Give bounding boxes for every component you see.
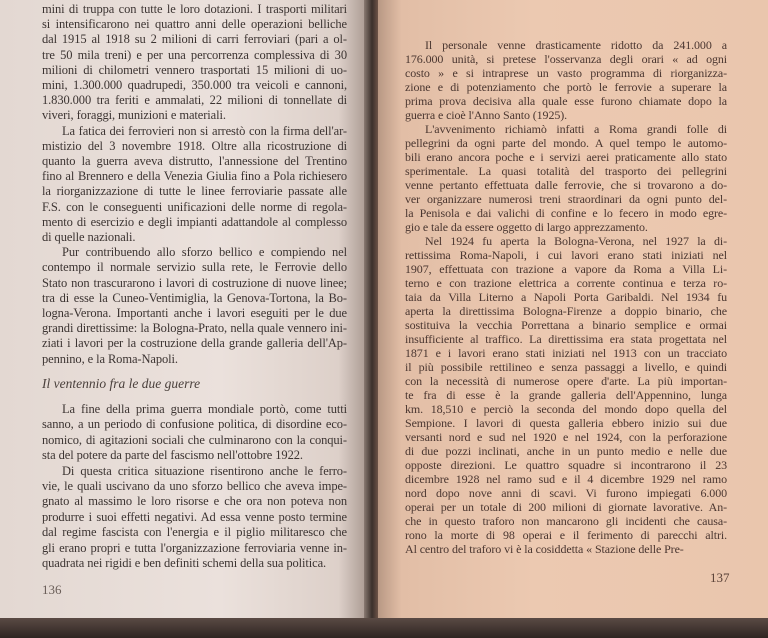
text-line: contempo il normale servizio sulla rete, le Ferrovie dello <box>42 260 347 275</box>
text-line: L'avvenimento richiamò infatti a Roma grandi folle di <box>425 122 727 136</box>
text-line: tre 50 mila treni) e per una percorrenza complessiva di 30 <box>42 47 347 62</box>
text-line: logna-Verona. Importanti anche i lavori eseguiti per le due <box>42 306 347 320</box>
text-line: il più possibile rettilineo e senza passaggi a livello, e quindi <box>405 360 727 374</box>
text-line: sanno, a un periodo di confusione politica, di disordine eco- <box>42 417 347 432</box>
text-line: rettissima Roma-Napoli, i cui lavori erano stati iniziati nel <box>405 248 727 262</box>
text-line: che in questo traforo non mancarono gli incidenti che causa- <box>405 514 727 528</box>
text-line: sperimentale. La quasi totalità del trasporto dei pellegrini <box>405 164 727 178</box>
text-line: opposte direzioni. Le quattro squadre si incontrarono il 23 <box>405 458 727 472</box>
text-line: nomico, di agitazioni sociali che culminarono con la conqui- <box>42 432 347 447</box>
text-line: costo » e si intraprese un vasto programma di riorganizza- <box>405 66 727 80</box>
text-line: vie, le quali uscivano da uno sforzo bellico che aveva impe- <box>42 479 347 493</box>
right-page <box>378 0 768 622</box>
text-line: Sempione. I lavori di questa galleria ebbero inizio sui due <box>405 416 727 430</box>
text-line: di quelle nazionali. <box>42 230 136 244</box>
text-line: zione e di potenziamento che portò le ferrovie a superare la <box>405 80 727 94</box>
text-line: venne pertanto effettuata dalle ferrovie, che si trovarono a do- <box>405 178 727 192</box>
text-line: tra di esse la Cuneo-Ventimiglia, la Genova-Tortona, la Bo- <box>42 290 347 305</box>
text-line: 1907, effettuata con trazione a vapore da Roma a Villa Li- <box>405 262 727 276</box>
text-line: pennino, e la Roma-Napoli. <box>42 351 178 366</box>
text-line: La fatica dei ferrovieri non si arrestò con la firma dell'ar- <box>62 123 347 138</box>
text-line: nord dopo nove anni di scavi. Vi furono impiegati 6.000 <box>405 486 727 500</box>
text-line: km. 18,510 e perciò la seconda del mondo dopo quella del <box>405 402 727 416</box>
text-line: rono la morte di 98 operai e il ferimento di parecchi altri. <box>405 528 727 542</box>
text-line: dal regime fascista con l'energia e il piglio militaresco che <box>42 525 347 540</box>
text-line: la Penisola e dai valichi di confine e lo fecero in modo egre- <box>405 206 727 220</box>
text-line: la riorganizzazione di tutte le linee ferroviarie passate alle <box>42 184 347 199</box>
text-line: milioni di chilometri vennero trasportati 15 milioni di uo- <box>42 62 347 77</box>
text-line: mini, 1.300.000 quadrupedi, 350.000 tra veicoli e cannoni, <box>42 78 347 92</box>
text-line: prima prova decisiva alla quale esse furono chiamate dopo la <box>405 94 727 108</box>
text-line: ver organizzare numerosi treni straordinari da ogni punto del- <box>405 192 727 206</box>
text-line: gio e tale da essere oggetto di largo apprezzamento. <box>405 220 648 234</box>
text-line: versanti nord e sud nel 1920 e nel 1924, con la perforazione <box>405 430 727 444</box>
text-line: 1.830.000 tra feriti e ammalati, 22 milioni di tonnellate di <box>42 93 347 108</box>
text-line: sostituiva la vecchia Porrettana a binario semplice e ormai <box>405 318 727 332</box>
text-line: si intensificarono nei quattro anni delle operazioni belliche <box>42 17 347 32</box>
text-line: Al centro del traforo vi è la cosiddetta « Stazione delle Pre- <box>405 542 684 556</box>
text-line: mistizio del 3 novembre 1918. Oltre alla ricostruzione di <box>42 138 347 153</box>
text-line: Il personale venne drasticamente ridotto da 241.000 a <box>425 38 727 52</box>
text-line: guerra e cioè l'Anno Santo (1925). <box>405 108 568 122</box>
text-line: 1871 e i lavori erano stati iniziati nel 1913 con un tracciato <box>405 346 727 360</box>
text-line: di due pozzi inclinati, anche in un punto medio e nelle due <box>405 444 727 458</box>
left-page <box>0 0 368 622</box>
text-line: quanto la guerra aveva distrutto, l'annessione del Trentino <box>42 154 347 168</box>
text-line: Nel 1924 fu aperta la Bologna-Verona, nel 1927 la di- <box>425 234 727 248</box>
text-line: con la necessità di numerose opere d'arte. La più importan- <box>405 374 727 388</box>
text-line: terno e con trazione elettrica a corrente continua e terza ro- <box>405 276 727 290</box>
text-line: taia da Villa Literno a Napoli Porta Garibaldi. Nel 1934 fu <box>405 290 727 304</box>
text-line: insufficiente al traffico. La direttissima era stata progettata nel <box>405 332 727 346</box>
text-line: La fine della prima guerra mondiale portò, come tutti <box>62 402 347 416</box>
text-line: pellegrini da ogni parte del mondo. A quel tempo le automo- <box>405 136 727 150</box>
text-line: ziati i lavori per la costruzione della grande galleria dell'Ap- <box>42 336 347 351</box>
text-line: gnato al massimo le loro risorse e che ora non poteva non <box>42 494 347 509</box>
text-line: grandi direttissime: la Bologna-Prato, nella quale vennero ini- <box>42 321 347 336</box>
page-number-left: 136 <box>42 582 62 597</box>
text-line: mini di truppa con tutte le loro dotazioni. I trasporti militari <box>42 2 347 16</box>
text-line: 176.000 unità, si pretese l'osservanza degli orari « ad ogni <box>405 52 727 66</box>
text-line: operai per un totale di 200 milioni di giornate lavorative. An- <box>405 500 727 514</box>
text-line: produrre i suoi effetti negativi. Ad essa venne posto termine <box>42 509 347 524</box>
text-line: F.S. con le conseguenti unificazioni delle norme di regola- <box>42 199 347 214</box>
text-line: quadrata nei rigidi e ben definiti schemi della sua politica. <box>42 556 327 570</box>
text-line: Di questa critica situazione risentirono anche le ferro- <box>62 463 347 478</box>
text-line: aperta la direttissima Bologna-Firenze a doppio binario, che <box>405 304 727 318</box>
text-line: Pur contribuendo allo sforzo bellico e compiendo nel <box>62 245 347 260</box>
text-line: fino al Brennero e della Venezia Giulia fino a Pola richiesero <box>42 169 347 184</box>
text-line: te fra di esse è la grande galleria dell'Appennino, lunga <box>405 388 727 402</box>
text-line: gli erano propri e tutta l'organizzazione ferroviaria venne in- <box>42 540 347 555</box>
section-heading: Il ventennio fra le due guerre <box>42 376 201 391</box>
text-line: mento di esercizio e degli impianti adattandole al complesso <box>42 214 347 229</box>
table-surface <box>0 618 768 638</box>
text-line: sta del potere da parte del fascismo nell'ottobre 1922. <box>42 448 303 463</box>
text-line: Stato non trascurarono i lavori di costruzione di nuove linee; <box>42 275 347 290</box>
text-line: bili erano ancora poche e i servizi aerei praticamente allo stato <box>405 150 727 164</box>
text-line: viveri, foraggi, munizioni e materiali. <box>42 108 226 123</box>
text-line: dal 1915 al 1918 su 2 milioni di carri ferroviari (pari a ol- <box>42 32 347 47</box>
page-number-right: 137 <box>710 570 730 585</box>
text-line: dicembre 1928 nel ramo sud e il 4 dicembre 1929 nel ramo <box>405 472 727 486</box>
